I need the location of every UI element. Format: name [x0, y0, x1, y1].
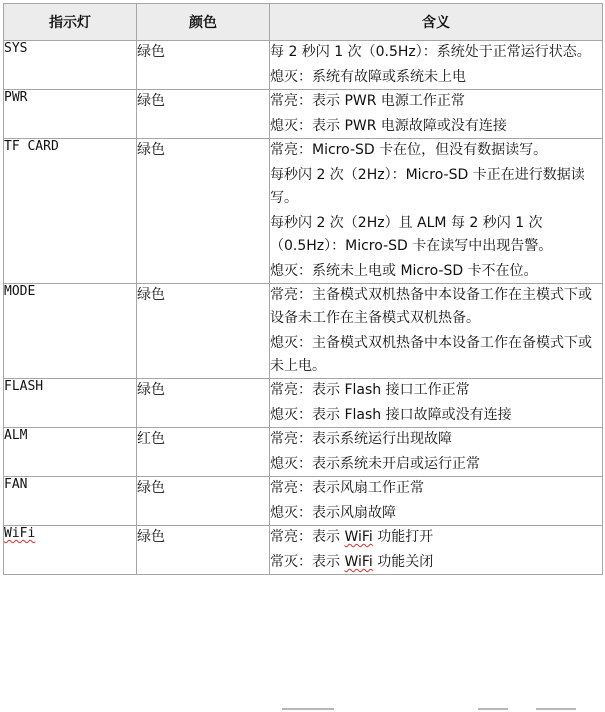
meaning-line: 常灭：表示 WiFi 功能关闭	[270, 554, 434, 570]
meaning-line: 常亮：表示 PWR 电源工作正常	[270, 93, 465, 109]
meaning-line: 每秒闪 2 次（2Hz）：Micro-SD 卡正在进行数据读写。	[270, 167, 585, 206]
header-row	[4, 4, 603, 41]
table-row	[4, 139, 603, 284]
meaning-line: 常亮：表示风扇工作正常	[270, 480, 424, 496]
indicator-meaning	[270, 41, 603, 90]
indicator-name: SYS	[4, 41, 137, 90]
table-row	[4, 428, 603, 477]
table-row	[4, 41, 603, 90]
indicator-meaning	[270, 139, 603, 284]
cut-off-mark	[478, 708, 508, 710]
meaning-line: 常亮：表示系统运行出现故障	[270, 431, 452, 447]
indicator-color: 绿色	[137, 526, 270, 575]
indicator-color: 绿色	[137, 379, 270, 428]
table-row	[4, 379, 603, 428]
meaning-line: 常亮：表示 Flash 接口工作正常	[270, 382, 470, 398]
meaning-line: 熄灭：主备模式双机热备中本设备工作在备模式下或未上电。	[270, 335, 592, 374]
indicator-color: 绿色	[137, 139, 270, 284]
indicator-meaning	[270, 477, 603, 526]
indicator-meaning	[270, 428, 603, 477]
indicator-color: 绿色	[137, 90, 270, 139]
cut-off-mark	[536, 708, 576, 710]
spellcheck-underlined-text: WiFi	[4, 526, 36, 541]
table-row	[4, 284, 603, 379]
indicator-name: MODE	[4, 284, 137, 379]
meaning-line: 熄灭：表示 Flash 接口故障或没有连接	[270, 407, 512, 423]
indicator-table	[3, 3, 603, 575]
header-indicator: 指示灯	[4, 4, 137, 41]
meaning-line: 常亮：Micro-SD 卡在位，但没有数据读写。	[270, 142, 548, 158]
table-row	[4, 526, 603, 575]
meaning-line: 熄灭：系统未上电或 Micro-SD 卡不在位。	[270, 263, 538, 279]
meaning-line: 常亮：表示 WiFi 功能打开	[270, 529, 434, 545]
spellcheck-underlined-text: WiFi	[344, 554, 373, 570]
indicator-meaning	[270, 526, 603, 575]
meaning-line: 每 2 秒闪 1 次（0.5Hz）：系统处于正常运行状态。	[270, 44, 591, 60]
cut-off-mark	[282, 708, 334, 710]
indicator-color: 绿色	[137, 41, 270, 90]
spellcheck-underlined-text: WiFi	[344, 529, 373, 545]
meaning-line: 熄灭：系统有故障或系统未上电	[270, 69, 466, 85]
meaning-line: 每秒闪 2 次（2Hz）且 ALM 每 2 秒闪 1 次（0.5Hz）：Micro-SD 卡在读写中出现告警。	[270, 215, 553, 254]
meaning-line: 熄灭：表示 PWR 电源故障或没有连接	[270, 118, 507, 134]
meaning-line: 熄灭：表示系统未开启或运行正常	[270, 456, 480, 472]
indicator-name: FAN	[4, 477, 137, 526]
indicator-color: 红色	[137, 428, 270, 477]
indicator-meaning	[270, 379, 603, 428]
indicator-name	[4, 526, 137, 575]
indicator-name: ALM	[4, 428, 137, 477]
indicator-color: 绿色	[137, 477, 270, 526]
table-row	[4, 477, 603, 526]
indicator-name: FLASH	[4, 379, 137, 428]
table-row	[4, 90, 603, 139]
indicator-meaning	[270, 90, 603, 139]
header-color: 颜色	[137, 4, 270, 41]
meaning-line: 常亮：主备模式双机热备中本设备工作在主模式下或设备未工作在主备模式双机热备。	[270, 287, 592, 326]
meaning-line: 熄灭：表示风扇故障	[270, 505, 396, 521]
cut-off-next-row-edge	[0, 706, 605, 712]
indicator-meaning	[270, 284, 603, 379]
indicator-color: 绿色	[137, 284, 270, 379]
indicator-name: PWR	[4, 90, 137, 139]
header-meaning: 含义	[270, 4, 603, 41]
indicator-name: TF CARD	[4, 139, 137, 284]
